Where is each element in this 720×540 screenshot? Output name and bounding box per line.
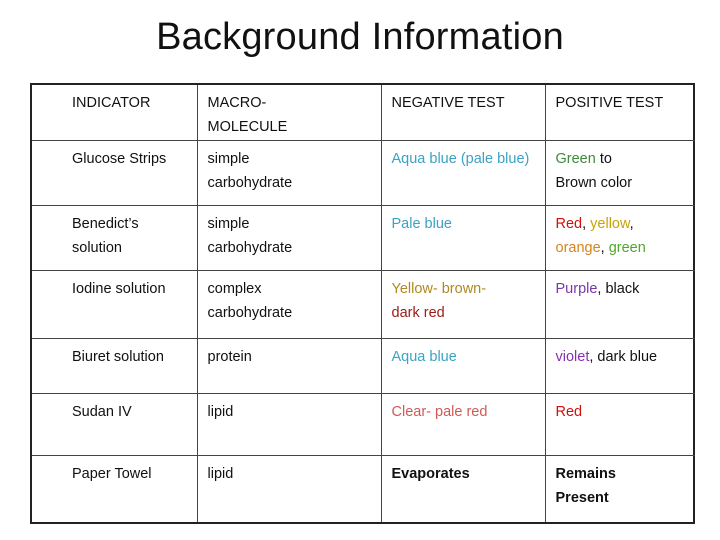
- macromolecule-cell: protein: [197, 338, 381, 393]
- positive-violet: violet: [555, 348, 590, 365]
- page-title: Background Information: [156, 16, 564, 58]
- positive-purple: Purple: [555, 280, 598, 297]
- positive-cell: [545, 205, 695, 270]
- negative-cell: Clear- pale red: [381, 393, 545, 455]
- positive-red: Red: [555, 215, 583, 232]
- table-row: [32, 455, 695, 522]
- positive-to: to: [595, 150, 612, 167]
- table-row: [32, 140, 695, 205]
- macro-text: carbohydrate: [207, 239, 293, 256]
- header-macro-line1: MACRO-: [207, 95, 267, 111]
- indicator-cell: Iodine solution: [32, 270, 197, 338]
- negative-cell: Evaporates: [381, 455, 545, 522]
- header-negative-test: NEGATIVE TEST: [381, 85, 545, 140]
- positive-remains: Remains: [555, 465, 616, 482]
- indicator-cell: Biuret solution: [32, 338, 197, 393]
- positive-cell: Red: [545, 393, 695, 455]
- positive-orange: orange: [555, 239, 601, 256]
- negative-cell: Pale blue: [381, 205, 545, 270]
- negative-cell: [381, 270, 545, 338]
- positive-brown: Brown color: [555, 174, 633, 191]
- negative-dark-red: dark red: [391, 304, 445, 321]
- macromolecule-cell: lipid: [197, 393, 381, 455]
- positive-dark-blue: dark blue: [597, 348, 658, 365]
- positive-cell: [545, 455, 695, 522]
- table-row: [32, 205, 695, 270]
- macro-text: carbohydrate: [207, 174, 293, 191]
- macro-text: complex: [207, 280, 262, 297]
- table-row: [32, 338, 695, 393]
- positive-cell: [545, 140, 695, 205]
- indicator-text: solution: [72, 239, 122, 256]
- positive-cell: [545, 270, 695, 338]
- positive-green: green: [608, 239, 646, 256]
- table-row: [32, 270, 695, 338]
- positive-present: Present: [555, 489, 609, 506]
- table-header-row: [32, 85, 695, 140]
- macro-text: simple: [207, 150, 250, 167]
- macromolecule-cell: [197, 205, 381, 270]
- positive-green: Green: [555, 150, 596, 167]
- negative-cell: Aqua blue (pale blue): [381, 140, 545, 205]
- info-table: [30, 83, 695, 524]
- comma: ,: [600, 239, 605, 256]
- positive-yellow: yellow: [590, 215, 630, 232]
- table-row: [32, 393, 695, 455]
- positive-black: black: [605, 280, 640, 297]
- comma: ,: [589, 348, 594, 365]
- negative-cell: Aqua blue: [381, 338, 545, 393]
- macro-text: simple: [207, 215, 250, 232]
- comma: ,: [597, 280, 602, 297]
- positive-cell: [545, 338, 695, 393]
- macromolecule-cell: lipid: [197, 455, 381, 522]
- macro-text: carbohydrate: [207, 304, 293, 321]
- macromolecule-cell: [197, 140, 381, 205]
- indicator-text: Benedict’s: [72, 215, 139, 232]
- comma: ,: [582, 215, 587, 232]
- indicator-cell: [32, 205, 197, 270]
- comma: ,: [629, 215, 634, 232]
- indicator-cell: Sudan IV: [32, 393, 197, 455]
- macromolecule-cell: [197, 270, 381, 338]
- header-macro-line2: MOLECULE: [207, 119, 288, 135]
- header-macromolecule: [197, 85, 381, 140]
- header-positive-test: POSITIVE TEST: [545, 85, 695, 140]
- indicator-cell: Paper Towel: [72, 465, 152, 482]
- header-indicator: INDICATOR: [32, 85, 197, 140]
- indicator-cell: Glucose Strips: [32, 140, 197, 205]
- negative-yellow-brown: Yellow- brown-: [391, 280, 487, 297]
